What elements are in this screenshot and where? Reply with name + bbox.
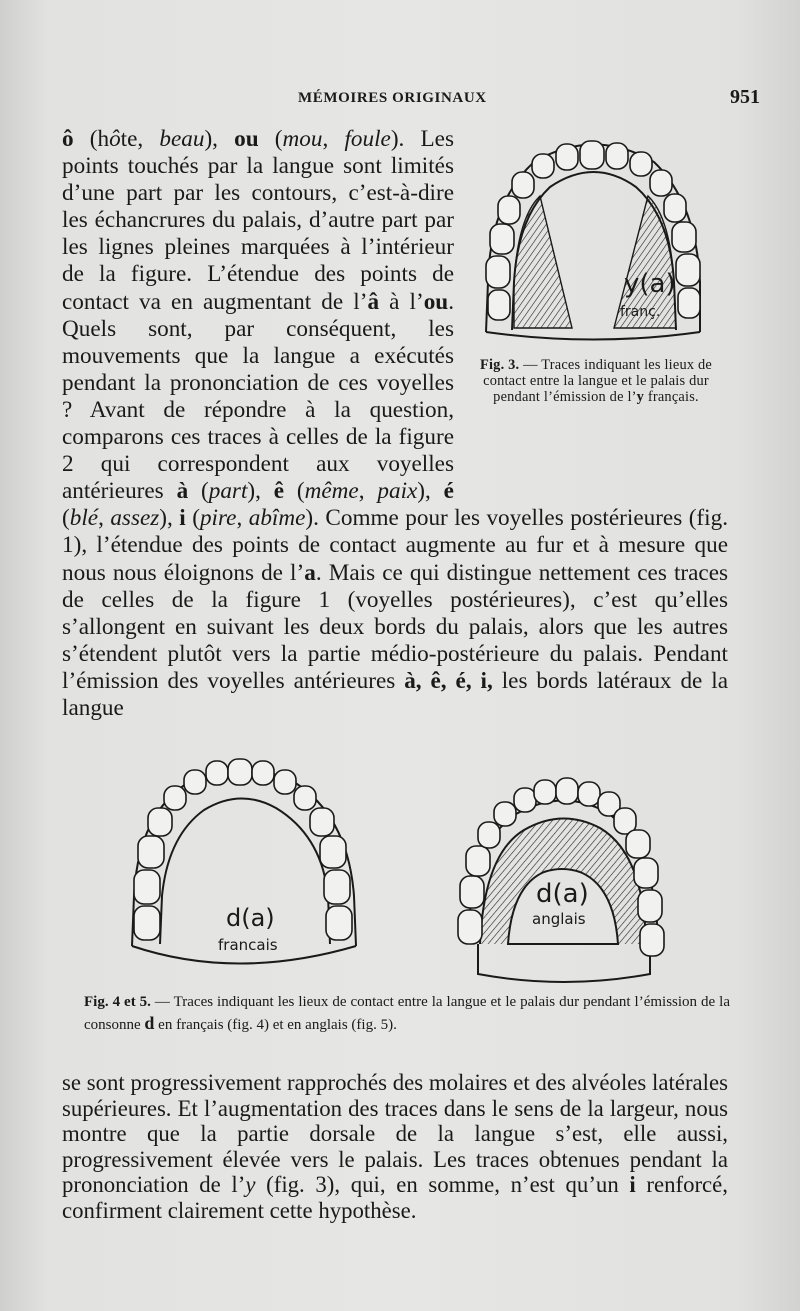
text-run: ),	[417, 478, 444, 505]
text-run: à l’	[379, 288, 424, 315]
figure-4-5-caption-text-a: — Traces indiquant les lieux de contact entre la langue et le palais dur pendant l’émission de la consonne	[84, 994, 730, 1033]
text-run: les bords latéraux de la langue	[62, 667, 728, 721]
page-header	[60, 86, 760, 116]
text-run: i	[629, 1172, 636, 1198]
figure-3-caption-text-b: français.	[644, 389, 699, 406]
figure-4-5-caption-label: Fig. 4 et 5.	[84, 994, 151, 1010]
figure-3-caption-label: Fig. 3.	[479, 357, 520, 374]
text-run: . Quels sont, par conséquent, les mouvements que la langue a exécutés pendant la prononciation de ces voyelles ? Avant de répondre à la question, comparons ces traces à celles de la figure 2 qui correspondent aux voyelles antérieures	[62, 288, 454, 505]
fig4-label-main: d(a)	[226, 904, 275, 932]
text-run: (	[284, 478, 305, 505]
fig5-label-sub: anglais	[532, 910, 586, 928]
text-run: ,	[322, 126, 345, 152]
text-run: renforcé, confirment clairement cette hypothèse.	[62, 1172, 728, 1223]
figure-4-5-caption	[84, 992, 730, 1036]
text-run: a	[304, 559, 316, 586]
fig3-label-sub: franç.	[620, 304, 661, 320]
text-run: part	[208, 478, 248, 505]
text-run: blé	[69, 505, 99, 532]
text-run: ê	[273, 478, 285, 505]
text-run: (	[62, 505, 70, 532]
body-paragraph-2	[62, 1070, 728, 1224]
palate-diagram-fig4	[126, 756, 366, 984]
text-run: assez	[110, 505, 160, 532]
text-run: ,	[98, 505, 111, 532]
text-run: y	[245, 1172, 256, 1198]
text-run: ou	[234, 126, 259, 152]
body-paragraph-1	[62, 126, 728, 722]
text-run: te,	[120, 126, 160, 152]
text-run: ). Les points touchés par la langue sont limités d’une part par les contours, c’est-à-dire les échancrures du palais, d’autre part par les lignes pleines marquées à l’intérieur de la figure. L’étendue des points de contact va en augmentant de l’	[62, 126, 454, 315]
text-run: beau	[159, 126, 205, 152]
text-run: à	[176, 478, 189, 505]
page-number: 951	[730, 86, 760, 108]
text-run: ô	[62, 126, 74, 152]
text-run: . Mais ce qui distingue nettement ces traces de celles de la figure 1 (voyelles postérieures), c’est qu’elles s’allongent en suivant les deux bords du palais, alors que les autres s’étendent plutôt vers la partie médio-postérieure du palais. Pendant l’émission des voyelles antérieures	[62, 559, 729, 694]
text-run: à, ê, é, i,	[404, 667, 493, 694]
figure-3-caption-text-a: — Traces indiquant les lieux de contact entre la langue et le palais dur pendant l’émission de l’	[483, 357, 713, 406]
figure-3-caption-bold: y	[636, 389, 645, 406]
text-run: abîme	[248, 505, 306, 532]
text-run: se sont progressivement rapprochés des molaires et des alvéoles latérales supérieures. Et l’augmentation des traces dans le sens de la largeur, nous montre que la partie dorsale de la langue s’est, elle aussi, progressivement élevée vers le palais. Les traces obtenues pendant la prononciation de l’	[62, 1070, 728, 1198]
running-head: MÉMOIRES ORIGINAUX	[298, 90, 487, 106]
text-run: ),	[204, 126, 235, 152]
text-run: mou	[282, 126, 323, 152]
text-run: ou	[423, 288, 449, 315]
text-run: foule	[344, 126, 391, 152]
palate-diagram-fig5	[454, 774, 670, 986]
text-run: é	[443, 478, 454, 505]
figure-3-caption	[464, 351, 728, 405]
text-run: i	[179, 505, 186, 532]
text-run: (h	[73, 126, 110, 152]
text-run: ,	[358, 478, 378, 505]
text-run: ),	[159, 505, 180, 532]
text-run: (	[188, 478, 209, 505]
text-run: paix	[377, 478, 418, 505]
palate-diagram-fig3	[464, 132, 728, 344]
figure-3	[464, 132, 728, 496]
text-run: ),	[247, 478, 274, 505]
text-run: (	[185, 505, 200, 532]
text-run: ,	[236, 505, 249, 532]
text-run: (fig. 3), qui, en somme, n’est qu’un	[255, 1172, 630, 1198]
text-run: pire	[199, 505, 237, 532]
figure-4-5-caption-text-b: en français (fig. 4) et en anglais (fig. 5).	[154, 1017, 397, 1033]
fig4-label-sub: francais	[218, 936, 278, 954]
text-run: ô	[109, 126, 121, 152]
fig3-label-main: y(a)	[624, 269, 676, 299]
text-run: ). Comme pour les voyelles postérieures (fig. 1), l’étendue des points de contact augmente au fur et à mesure que nous nous éloignons de l’	[62, 505, 728, 586]
text-run: même	[304, 478, 359, 505]
text-run: â	[367, 288, 380, 315]
fig5-label-main: d(a)	[536, 879, 589, 909]
text-run: (	[258, 126, 283, 152]
figure-4-5-caption-bold: d	[144, 1013, 155, 1033]
